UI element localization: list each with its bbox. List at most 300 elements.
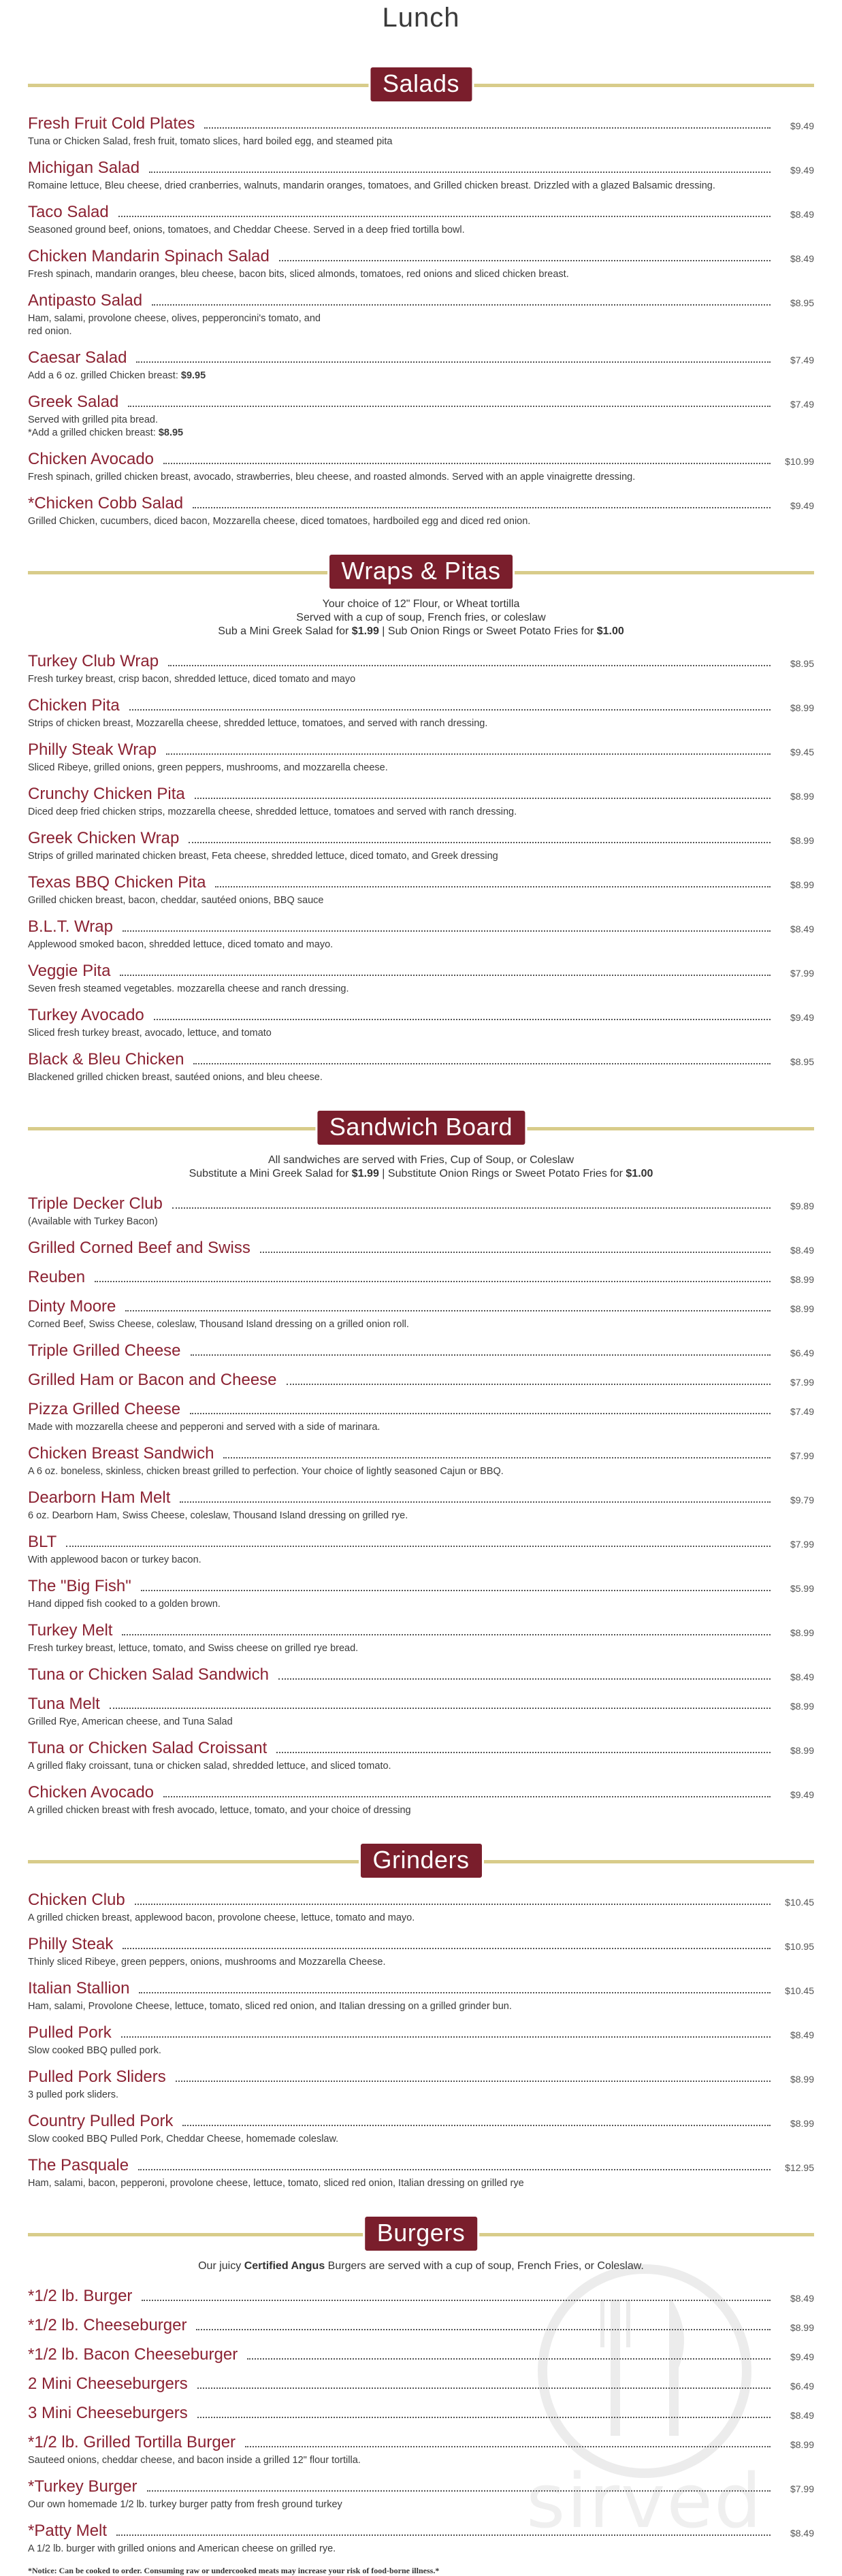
menu-item-price: $5.99 — [790, 1583, 814, 1594]
menu-item-name: *Patty Melt — [28, 2522, 108, 2540]
section-title: Sandwich Board — [315, 1109, 527, 1147]
menu-item — [28, 1665, 814, 1684]
menu-item-line — [28, 393, 814, 412]
dot-leader — [125, 1309, 771, 1311]
menu-item-price: $7.99 — [790, 1377, 814, 1388]
section-intro — [28, 1154, 814, 1181]
description-text: Grilled Rye, American cheese, and Tuna Salad — [28, 1716, 233, 1727]
menu-item-line — [28, 1268, 814, 1287]
menu-item-description — [28, 1071, 790, 1084]
menu-item-price: $8.49 — [790, 209, 814, 220]
menu-item-line — [28, 1006, 814, 1025]
menu-item-line — [28, 2156, 814, 2175]
menu-item-name: Taco Salad — [28, 203, 109, 221]
menu-item-name: Turkey Club Wrap — [28, 652, 159, 670]
description-text: Fresh spinach, mandarin oranges, bleu cheese, bacon bits, sliced almonds, tomatoes, red onions and sliced chicken breast. — [28, 269, 569, 280]
section-grinders — [0, 1842, 842, 2190]
menu-item — [28, 1444, 814, 1478]
menu-item — [28, 2404, 814, 2423]
menu-item-price: $10.95 — [785, 1941, 814, 1952]
menu-item-line — [28, 1400, 814, 1419]
description-text: Applewood smoked bacon, shredded lettuce, diced tomato and mayo. — [28, 939, 334, 950]
menu-item-line — [28, 829, 814, 848]
menu-item-line — [28, 1621, 814, 1640]
dot-leader — [215, 885, 771, 887]
dot-leader — [191, 1354, 771, 1356]
menu-item-description — [28, 2454, 790, 2467]
menu-item-description — [28, 1318, 790, 1331]
menu-item — [28, 1400, 814, 1434]
description-text: Add a 6 oz. grilled Chicken breast: — [28, 370, 181, 381]
dot-leader — [95, 1280, 771, 1282]
menu-item-line — [28, 494, 814, 513]
description-text: Fresh turkey breast, lettuce, tomato, and Swiss cheese on grilled rye bread. — [28, 1643, 359, 1654]
menu-item-line — [28, 873, 814, 892]
intro-text: Substitute a Mini Greek Salad for — [189, 1168, 352, 1179]
section-header — [28, 2215, 814, 2250]
menu-item-line — [28, 2345, 814, 2364]
menu-item — [28, 2156, 814, 2190]
menu-item-name: Turkey Melt — [28, 1621, 113, 1640]
menu-item-description — [28, 717, 790, 730]
description-text: Romaine lettuce, Bleu cheese, dried cranberries, walnuts, mandarin oranges, tomatoes, and Grilled chicken breast. Drizzled with a glazed Balsamic dressing. — [28, 180, 715, 191]
menu-item — [28, 2477, 814, 2511]
menu-item — [28, 1695, 814, 1729]
description-text: Our own homemade 1/2 lb. turkey burger patty from fresh ground turkey — [28, 2499, 342, 2510]
menu-item-description — [28, 180, 790, 193]
menu-item — [28, 393, 814, 440]
menu-item — [28, 962, 814, 996]
page-title: Lunch — [382, 3, 460, 33]
dot-leader — [196, 2328, 771, 2330]
menu-item — [28, 873, 814, 907]
menu-item-line — [28, 1695, 814, 1714]
menu-item-name: Chicken Mandarin Spinach Salad — [28, 247, 270, 265]
menu-item-name: Greek Salad — [28, 393, 119, 411]
menu-item-name: *Turkey Burger — [28, 2477, 137, 2496]
menu-item-description — [28, 224, 790, 237]
menu-item-name: Michigan Salad — [28, 159, 140, 177]
menu-item — [28, 785, 814, 819]
menu-item-price: $10.45 — [785, 1985, 814, 1996]
menu-item-line — [28, 2316, 814, 2335]
menu-item-price: $7.49 — [790, 399, 814, 410]
dot-leader — [180, 1501, 771, 1503]
menu-item — [28, 494, 814, 528]
menu-item-price: $8.99 — [790, 1627, 814, 1638]
dot-leader — [118, 215, 771, 217]
intro-line — [28, 1167, 814, 1181]
dot-leader — [142, 2299, 771, 2301]
intro-text: | Substitute Onion Rings or Sweet Potato Fries for — [378, 1168, 626, 1179]
menu-item-price: $6.49 — [790, 2381, 814, 2392]
dot-leader — [168, 664, 771, 666]
menu-item — [28, 203, 814, 237]
description-text: Sauteed onions, cheddar cheese, and bacon inside a grilled 12" flour tortilla. — [28, 2455, 361, 2466]
menu-item-name: Dinty Moore — [28, 1297, 116, 1316]
menu-item-price: $8.95 — [790, 1056, 814, 1067]
menu-item-description — [28, 2498, 790, 2511]
menu-item-name: Triple Decker Club — [28, 1194, 163, 1213]
menu-item-price: $8.99 — [790, 1274, 814, 1285]
menu-item-price: $9.79 — [790, 1495, 814, 1505]
menu-item-price: $7.99 — [790, 1450, 814, 1461]
menu-item-name: Grilled Corned Beef and Swiss — [28, 1239, 250, 1257]
menu-item — [28, 2023, 814, 2057]
menu-item-price: $8.95 — [790, 297, 814, 308]
menu-item-description — [28, 850, 790, 863]
menu-item — [28, 2112, 814, 2146]
dot-leader — [141, 1589, 771, 1591]
intro-emphasis: $1.00 — [626, 1168, 653, 1179]
menu-item — [28, 1006, 814, 1040]
menu-item-price: $9.49 — [790, 120, 814, 131]
menu-item-price: $8.99 — [790, 791, 814, 802]
menu-item-line — [28, 348, 814, 368]
description-text: With applewood bacon or turkey bacon. — [28, 1554, 201, 1565]
dot-leader — [172, 1207, 771, 1209]
menu-item-line — [28, 1891, 814, 1910]
menu-item-name: The "Big Fish" — [28, 1577, 131, 1595]
dot-leader — [147, 2490, 771, 2492]
dot-leader — [279, 259, 771, 261]
menu-item-description — [28, 1956, 790, 1969]
dot-leader — [197, 2387, 771, 2389]
section-title: Burgers — [363, 2215, 480, 2253]
menu-item-name: Grilled Ham or Bacon and Cheese — [28, 1371, 277, 1389]
menu-item — [28, 247, 814, 281]
description-text: A grilled flaky croissant, tuna or chicken salad, shredded lettuce, and sliced tomato. — [28, 1761, 391, 1772]
menu-item-line — [28, 450, 814, 469]
menu-item-name: B.L.T. Wrap — [28, 917, 113, 936]
dot-leader — [120, 974, 771, 976]
description-text: *Add a grilled chicken breast: — [28, 427, 159, 438]
menu-item-name: Triple Grilled Cheese — [28, 1341, 181, 1360]
menu-item — [28, 1341, 814, 1360]
menu-item-description — [28, 268, 790, 281]
section-title: Salads — [368, 65, 474, 103]
dot-leader — [149, 171, 771, 173]
menu-item-description — [28, 1598, 790, 1611]
menu-item-line — [28, 1739, 814, 1758]
menu-item-line — [28, 1935, 814, 1954]
intro-text: | Sub Onion Rings or Sweet Potato Fries for — [378, 625, 597, 637]
menu-item-name: *1/2 lb. Burger — [28, 2287, 133, 2305]
menu-item-name: Turkey Avocado — [28, 1006, 144, 1024]
dot-leader — [247, 2358, 771, 2360]
menu-item-name: Caesar Salad — [28, 348, 127, 367]
menu-item-line — [28, 1665, 814, 1684]
menu-item-description — [28, 2089, 790, 2102]
dot-leader — [121, 2036, 771, 2038]
menu-item-price: $7.99 — [790, 968, 814, 979]
menu-item-price: $8.49 — [790, 1245, 814, 1256]
menu-item — [28, 1891, 814, 1925]
menu-item-price: $8.99 — [790, 1303, 814, 1314]
description-text: Thinly sliced Ribeye, green peppers, onions, mushrooms and Mozzarella Cheese. — [28, 1957, 386, 1968]
menu-item-description — [28, 1216, 790, 1228]
menu-item — [28, 1371, 814, 1390]
menu-item-line — [28, 2023, 814, 2042]
menu-item — [28, 2345, 814, 2364]
description-text: Corned Beef, Swiss Cheese, coleslaw, Thousand Island dressing on a grilled onion roll. — [28, 1319, 409, 1330]
dot-leader — [189, 841, 771, 843]
menu-item-name: BLT — [28, 1533, 57, 1551]
menu-item-line — [28, 1979, 814, 1998]
description-text: Fresh turkey breast, crisp bacon, shredded lettuce, diced tomato and mayo — [28, 674, 356, 685]
menu-item-price: $7.99 — [790, 1539, 814, 1550]
menu-item-price: $7.99 — [790, 2483, 814, 2494]
menu-item — [28, 740, 814, 775]
description-text: Ham, salami, bacon, pepperoni, provolone cheese, lettuce, tomato, sliced red onion, Italian dressing on grilled rye — [28, 2178, 524, 2189]
dot-leader — [110, 1707, 771, 1709]
menu-item-description — [28, 135, 790, 148]
menu-item-line — [28, 114, 814, 133]
menu-item — [28, 1577, 814, 1611]
menu-item — [28, 348, 814, 382]
menu-item-description — [28, 1027, 790, 1040]
menu-item — [28, 696, 814, 730]
description-text: Grilled Chicken, cucumbers, diced bacon, Mozzarella cheese, diced tomatoes, hardboiled egg and diced red onion. — [28, 516, 531, 527]
menu-item — [28, 1533, 814, 1567]
menu-sections — [0, 65, 842, 2556]
menu-item-description — [28, 2177, 790, 2190]
menu-item-description — [28, 414, 790, 440]
menu-item-line — [28, 291, 814, 310]
dot-leader — [204, 127, 771, 129]
menu-item-name: Pulled Pork Sliders — [28, 2068, 166, 2086]
menu-item — [28, 2068, 814, 2102]
menu-item-name: Tuna or Chicken Salad Sandwich — [28, 1665, 269, 1684]
dot-leader — [193, 1062, 771, 1064]
dot-leader — [128, 405, 771, 407]
menu-item-price: $7.49 — [790, 1406, 814, 1417]
dot-leader — [122, 1633, 771, 1635]
menu-item-description — [28, 1554, 790, 1567]
menu-item-name: Black & Bleu Chicken — [28, 1050, 184, 1069]
description-text: Made with mozzarella cheese and pepperoni and served with a side of marinara. — [28, 1422, 380, 1433]
menu-item-line — [28, 1239, 814, 1258]
menu-item-price: $12.95 — [785, 2162, 814, 2173]
section-salads — [0, 65, 842, 528]
menu-item — [28, 114, 814, 148]
menu-item-name: Chicken Club — [28, 1891, 125, 1909]
menu-item-line — [28, 2522, 814, 2541]
menu-item-name: 2 Mini Cheeseburgers — [28, 2375, 188, 2393]
menu-item-description — [28, 983, 790, 996]
menu-item-name: The Pasquale — [28, 2156, 129, 2174]
dot-leader — [163, 462, 771, 464]
description-text: Blackened grilled chicken breast, sautéed onions, and bleu cheese. — [28, 1072, 323, 1083]
menu-item-price: $9.45 — [790, 747, 814, 757]
menu-item-line — [28, 1341, 814, 1360]
dot-leader — [276, 1751, 771, 1753]
description-text: Ham, salami, Provolone Cheese, lettuce, tomato, sliced red onion, and Italian dressing on a grilled grinder bun. — [28, 2001, 512, 2012]
dot-leader — [260, 1251, 771, 1253]
menu-item-name: Antipasto Salad — [28, 291, 143, 310]
section-intro — [28, 2260, 814, 2273]
intro-line — [28, 625, 814, 638]
dot-leader — [136, 361, 771, 363]
menu-item-name: Fresh Fruit Cold Plates — [28, 114, 195, 133]
menu-item-line — [28, 2404, 814, 2423]
section-title: Grinders — [358, 1842, 483, 1880]
menu-item-name: *Chicken Cobb Salad — [28, 494, 184, 512]
intro-line: Your choice of 12" Flour, or Wheat tortilla — [322, 598, 520, 610]
menu-item — [28, 291, 814, 338]
menu-item-price: $8.99 — [790, 1701, 814, 1712]
dot-leader — [223, 1456, 771, 1458]
menu-item-name: *1/2 lb. Grilled Tortilla Burger — [28, 2433, 236, 2451]
section-header — [28, 65, 814, 101]
menu-item-line — [28, 1488, 814, 1507]
dot-leader — [190, 1412, 771, 1414]
intro-emphasis: $1.00 — [596, 625, 624, 637]
menu-item-description — [28, 939, 790, 951]
menu-item-line — [28, 2433, 814, 2452]
intro-line: Served with a cup of soup, French fries, or coleslaw — [296, 612, 546, 623]
menu-item-name: 3 Mini Cheeseburgers — [28, 2404, 188, 2422]
menu-item-line — [28, 2068, 814, 2087]
menu-item-line — [28, 917, 814, 936]
menu-item-line — [28, 785, 814, 804]
menu-item-price: $8.49 — [790, 2029, 814, 2040]
dot-leader — [245, 2445, 771, 2447]
menu-item-description — [28, 1912, 790, 1925]
menu-item-price: $8.99 — [790, 2074, 814, 2085]
menu-item-description — [28, 1421, 790, 1434]
menu-item-name: Veggie Pita — [28, 962, 111, 980]
menu-item-price: $6.49 — [790, 1348, 814, 1358]
menu-item — [28, 159, 814, 193]
dot-leader — [176, 2080, 771, 2082]
description-text: Tuna or Chicken Salad, fresh fruit, tomato slices, hard boiled egg, and steamed pita — [28, 136, 393, 147]
description-text: Sliced Ribeye, grilled onions, green peppers, mushrooms, and mozzarella cheese. — [28, 762, 388, 773]
menu-item — [28, 2375, 814, 2394]
menu-item-description — [28, 2044, 790, 2057]
description-text: Hand dipped fish cooked to a golden brown. — [28, 1599, 221, 1610]
menu-item-name: Chicken Pita — [28, 696, 120, 715]
menu-item-description — [28, 471, 790, 484]
description-text: Sliced fresh turkey breast, avocado, lettuce, and tomato — [28, 1028, 272, 1039]
description-text: Slow cooked BBQ pulled pork. — [28, 2045, 161, 2056]
dot-leader — [193, 506, 771, 508]
menu-item-name: Country Pulled Pork — [28, 2112, 174, 2130]
menu-item-price: $8.49 — [790, 2410, 814, 2421]
menu-item-description — [28, 1804, 790, 1817]
menu-item-description — [28, 2000, 790, 2013]
menu-item-name: Tuna or Chicken Salad Croissant — [28, 1739, 268, 1757]
menu-item-description — [28, 1510, 790, 1522]
menu-item-price: $8.99 — [790, 2439, 814, 2450]
menu-item-description — [28, 370, 790, 382]
menu-item-price: $9.49 — [790, 2351, 814, 2362]
menu-item-line — [28, 962, 814, 981]
dot-leader — [163, 1795, 771, 1797]
intro-emphasis: Certified Angus — [244, 2260, 325, 2272]
intro-text: Burgers are served with a cup of soup, French Fries, or Coleslaw. — [325, 2260, 644, 2272]
menu-item-name: Philly Steak — [28, 1935, 114, 1953]
menu-item-name: Chicken Avocado — [28, 450, 155, 468]
menu-item-price: $9.49 — [790, 1789, 814, 1800]
menu-item-name: Crunchy Chicken Pita — [28, 785, 185, 803]
menu-item-line — [28, 1577, 814, 1596]
menu-item-price: $9.49 — [790, 165, 814, 176]
menu-item-price: $8.99 — [790, 2118, 814, 2129]
menu-item-name: Philly Steak Wrap — [28, 740, 157, 759]
description-text: Ham, salami, provolone cheese, olives, pepperoncini's tomato, and — [28, 313, 321, 324]
menu-item — [28, 2287, 814, 2306]
menu-item-line — [28, 652, 814, 671]
section-intro — [28, 598, 814, 638]
section-title: Wraps & Pitas — [327, 553, 515, 591]
description-price: $9.95 — [180, 370, 206, 381]
menu-item — [28, 1268, 814, 1287]
dot-leader — [182, 2124, 771, 2126]
notice-text: *Notice: Can be cooked to order. Consuming raw or undercooked meats may increase your risk of food-borne illness.* — [28, 2566, 440, 2575]
menu-item-description — [28, 1642, 790, 1655]
menu-item-line — [28, 247, 814, 266]
description-text: Strips of grilled marinated chicken breast, Feta cheese, shredded lettuce, diced tomato, and Greek dressing — [28, 851, 498, 862]
menu-item — [28, 1739, 814, 1773]
menu-item-price: $9.89 — [790, 1201, 814, 1211]
dot-leader — [66, 1545, 771, 1547]
description-text: Diced deep fried chicken strips, mozzarella cheese, shredded lettuce, tomatoes and served with ranch dressing. — [28, 806, 517, 817]
menu-item — [28, 1935, 814, 1969]
description-text: Seasoned ground beef, onions, tomatoes, and Cheddar Cheese. Served in a deep fried tortilla bowl. — [28, 225, 465, 235]
dot-leader — [116, 2534, 771, 2536]
menu-item-price: $9.49 — [790, 500, 814, 511]
dot-leader — [287, 1383, 771, 1385]
dot-leader — [139, 1991, 771, 1993]
intro-emphasis: $1.99 — [351, 1168, 379, 1179]
section-wraps-pitas — [0, 553, 842, 1084]
menu-item-name: Chicken Breast Sandwich — [28, 1444, 214, 1463]
menu-item-price: $8.49 — [790, 924, 814, 934]
menu-item — [28, 829, 814, 863]
description-text: (Available with Turkey Bacon) — [28, 1216, 158, 1227]
menu-item-price: $10.45 — [785, 1897, 814, 1908]
menu-item — [28, 450, 814, 484]
menu-item-line — [28, 1194, 814, 1213]
description-text: 3 pulled pork sliders. — [28, 2089, 118, 2100]
menu-item-price: $8.99 — [790, 879, 814, 890]
menu-item — [28, 2316, 814, 2335]
description-text: A grilled chicken breast, applewood bacon, provolone cheese, lettuce, tomato and mayo. — [28, 1912, 415, 1923]
description-text: Strips of chicken breast, Mozzarella cheese, shredded lettuce, tomatoes, and served with ranch dressing. — [28, 718, 488, 729]
menu-item-name: Texas BBQ Chicken Pita — [28, 873, 206, 892]
menu-item — [28, 1239, 814, 1258]
dot-leader — [135, 1903, 771, 1905]
description-text: A 1/2 lb. burger with grilled onions and American cheese on grilled rye. — [28, 2543, 336, 2554]
menu-item-name: Reuben — [28, 1268, 86, 1286]
menu-item — [28, 917, 814, 951]
menu-item — [28, 2522, 814, 2556]
menu-item-name: *1/2 lb. Cheeseburger — [28, 2316, 187, 2334]
intro-text: Sub a Mini Greek Salad for — [218, 625, 352, 637]
dot-leader — [195, 797, 771, 799]
menu-item-price: $8.49 — [790, 2528, 814, 2539]
menu-item — [28, 652, 814, 686]
menu-item-line — [28, 1444, 814, 1463]
description-text: 6 oz. Dearborn Ham, Swiss Cheese, coleslaw, Thousand Island dressing on grilled rye. — [28, 1510, 408, 1521]
menu-item-name: Tuna Melt — [28, 1695, 100, 1713]
intro-emphasis: $1.99 — [351, 625, 379, 637]
description-text: A grilled chicken breast with fresh avocado, lettuce, tomato, and your choice of dressing — [28, 1805, 411, 1816]
menu-item-description — [28, 806, 790, 819]
menu-item-line — [28, 159, 814, 178]
menu-item — [28, 1050, 814, 1084]
